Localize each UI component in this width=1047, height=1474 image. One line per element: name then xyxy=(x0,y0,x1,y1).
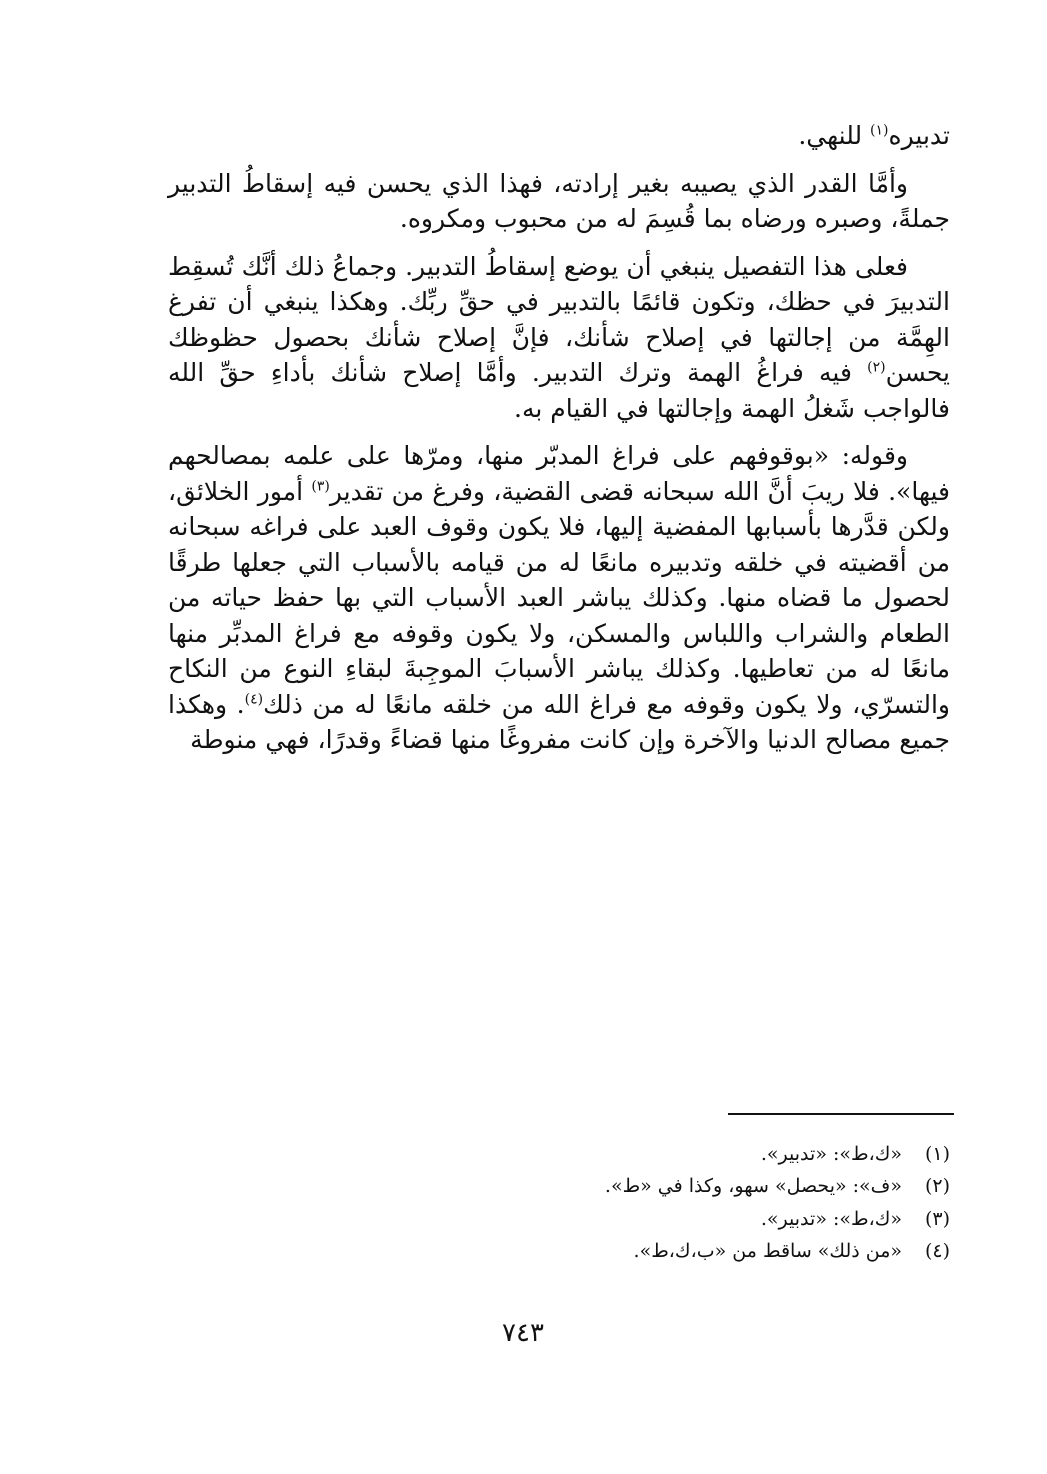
paragraph-text: فعلى هذا التفصيل ينبغي أن يوضع إسقاطُ التدبير. وجماعُ ذلك أنَّك تُسقِط التدبيرَ في حظك، وتكون قائمًا بالتدبير في حقِّ ربِّك. وهكذا ينبغي أن تفرغ الهِمَّة من إجالتها في إصلاح شأنك، فإنَّ إصلاح شأنك بحصول حظوظك يحسن xyxy=(168,251,950,387)
footnote-text: «ك،ط»: «تدبير». xyxy=(760,1207,902,1230)
paragraph-text: . وهكذا جميع مصالح الدنيا والآخرة وإن كانت مفروغًا منها قضاءً وقدرًا، فهي منوطة xyxy=(168,689,950,754)
footnote-number: (١) xyxy=(924,1143,950,1165)
footnote-item xyxy=(168,1203,950,1235)
footnote-reference: (٢) xyxy=(867,359,886,376)
footnote-reference: (٤) xyxy=(244,691,264,708)
paragraph-text: تدبيره xyxy=(888,121,950,150)
footnote-text: «من ذلك» ساقط من «ب،ك،ط». xyxy=(633,1239,902,1262)
footnote-reference: (١) xyxy=(870,122,889,139)
footnote-item xyxy=(168,1235,950,1267)
footnote-separator xyxy=(728,1113,954,1115)
main-text xyxy=(168,118,950,770)
paragraph xyxy=(168,118,950,154)
paragraph-text: أمور الخلائق، ولكن قدَّرها بأسبابها المفضية إليها، فلا يكون وقوف العبد على فراغه سبحانه من أقضيته في خلقه وتدبيره مانعًا له من قيامه بالأسباب التي جعلها طرقًا لحصول ما قضاه منها. وكذلك يباشر العبد الأسباب التي بها حفظ حياته من الطعام والشراب واللباس والمسكن، ولا يكون وقوفه مع فراغ المدبِّر منها مانعًا له من تعاطيها. وكذلك يباشر الأسبابَ الموجِبةَ لبقاءِ النوع من النكاح والتسرّي، ولا يكون وقوفه مع فراغ الله من خلقه مانعًا له من ذلك xyxy=(168,476,950,719)
paragraph-text: وأمَّا القدر الذي يصيبه بغير إرادته، فهذا الذي يحسن فيه إسقاطُ التدبير جملةً، وصبره ورضاه بما قُسِمَ له من محبوب ومكروه. xyxy=(168,168,950,233)
footnote-reference: (٣) xyxy=(311,478,330,495)
paragraph xyxy=(168,438,950,758)
page-number: ٧٤٣ xyxy=(502,1318,544,1348)
footnote-number: (٤) xyxy=(924,1239,950,1262)
paragraph xyxy=(168,166,950,237)
footnote-item xyxy=(168,1138,950,1170)
body-paragraphs xyxy=(168,118,950,758)
footnote-item xyxy=(168,1170,950,1202)
footnote-text: «ك،ط»: «تدبير». xyxy=(760,1143,902,1165)
footnotes xyxy=(168,1138,950,1267)
footnote-number: (٣) xyxy=(924,1207,950,1230)
paragraph-text: وقوله: «بوقوفهم على فراغ المدبّر منها، ومرّها على علمه بمصالحهم فيها». فلا ريبَ أنَّ الله سبحانه قضى القضية، وفرغ من تقدير xyxy=(168,441,950,506)
paragraph-text: فيه فراغُ الهمة وترك التدبير. وأمَّا إصلاح شأنك بأداءِ حقِّ الله فالواجب شَغلُ الهمة وإجالتها في القيام به. xyxy=(168,358,950,423)
footnote-number: (٢) xyxy=(924,1175,950,1198)
footnote-text: «ف»: «يحصل» سهو، وكذا في «ط». xyxy=(604,1175,902,1198)
paragraph-text: للنهي. xyxy=(798,121,871,150)
paragraph xyxy=(168,249,950,427)
